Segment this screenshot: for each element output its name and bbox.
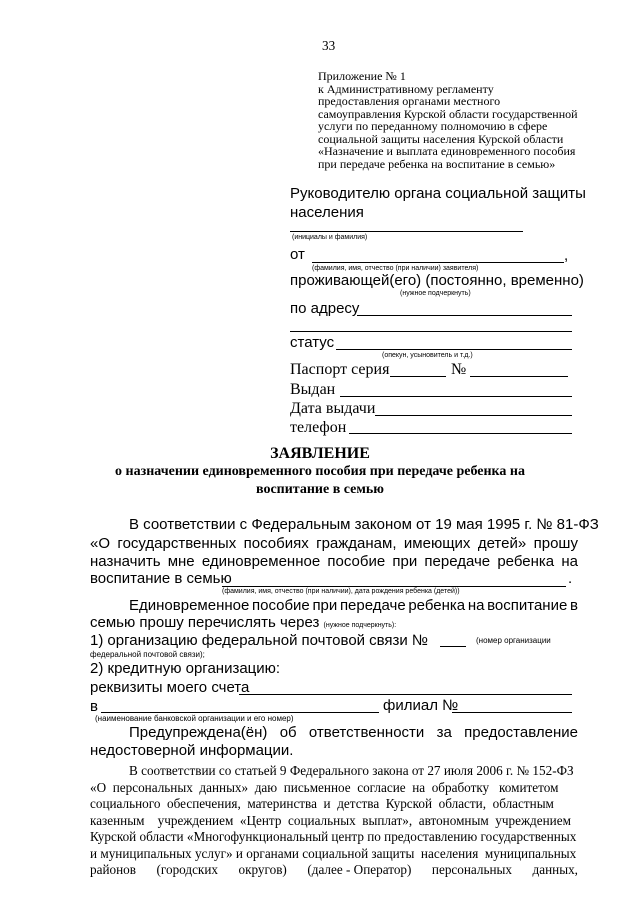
word: ребенка [408, 597, 466, 614]
applicant-name-field[interactable] [312, 262, 564, 263]
consent-line: Курской области «Многофункциональный центр по предоставлению государственных [90, 829, 577, 844]
paragraph-line [90, 614, 396, 631]
word: имеющих [403, 535, 471, 552]
bank-hint: (наименование банковской организации и его номер) [95, 714, 294, 723]
consent-justified-line [90, 862, 578, 878]
paragraph-line: В соответствии с Федеральным законом от 19 мая 1995 г. № 81-ФЗ [129, 516, 599, 533]
document-subtitle-2: воспитание в семью [255, 482, 384, 497]
paragraph-justified-line [129, 724, 578, 741]
status-label: статус [290, 334, 335, 351]
address-field[interactable] [357, 315, 572, 316]
word: детей» [477, 535, 527, 552]
word: ответственности [308, 724, 425, 741]
consent-line: казенным учреждением «Центр социальных выплат», автономным учреждением [90, 813, 571, 828]
child-line-end: . [568, 570, 573, 587]
appendix-line: социальной защиты населения Курской области [318, 131, 564, 146]
child-hint: (фамилия, имя, отчество (при наличии), дата рождения ребенка (детей)) [222, 588, 460, 595]
phone-field[interactable] [349, 433, 572, 434]
word: (городских [156, 862, 218, 877]
word: прошу [533, 535, 578, 552]
word: Предупреждена(ён) [129, 724, 268, 741]
word: государственных [117, 535, 237, 552]
passport-series-field[interactable] [390, 376, 446, 377]
word: № [411, 632, 428, 649]
word: гражданам, [316, 535, 397, 552]
word: федеральной [201, 632, 298, 649]
issued-field[interactable] [340, 396, 572, 397]
from-label: от [290, 246, 305, 263]
address-field-2[interactable] [290, 331, 572, 332]
residing-hint: (нужное подчеркнуть) [400, 290, 471, 297]
appendix-line: самоуправления Курской области государственной [318, 106, 578, 121]
issue-date-label: Дата выдачи [290, 400, 376, 417]
paragraph-justified-line [90, 553, 578, 570]
word: почтовой [301, 632, 366, 649]
passport-number-field[interactable] [470, 376, 568, 377]
option-1-hint-a: (номер организации [476, 636, 551, 645]
child-line-label: воспитание в семью [90, 570, 232, 587]
word: в [569, 597, 578, 614]
word: единовременное [201, 553, 321, 570]
word: передаче [339, 597, 406, 614]
initials-hint: (инициалы и фамилия) [292, 234, 368, 241]
document-subtitle-1: о назначении единовременного пособия при передаче ребенка на [115, 464, 525, 479]
issued-label: Выдан [290, 381, 336, 398]
consent-line: В соответствии со статьей 9 Федерального закона от 27 июля 2006 г. № 152-ФЗ [129, 763, 574, 778]
passport-label: Паспорт серия [290, 361, 390, 378]
paragraph-line: недостоверной информации. [90, 742, 294, 759]
residing-label: проживающей(его) (постоянно, временно) [290, 272, 584, 289]
word: воспитание [487, 597, 568, 614]
word: на [561, 553, 578, 570]
appendix-line: «Назначение и выплата единовременного пособия [318, 144, 576, 158]
word: районов [90, 862, 136, 877]
addressee-line-2: населения [290, 204, 364, 221]
word: округов) [238, 862, 287, 877]
word: пособиях [243, 535, 309, 552]
word: связи [369, 632, 408, 649]
branch-label: филиал № [383, 697, 459, 714]
word: 1) [90, 632, 104, 649]
word: пособие [251, 597, 310, 614]
paragraph-justified-line [90, 535, 578, 552]
status-field[interactable] [336, 349, 572, 350]
phone-label: телефон [290, 419, 347, 436]
word: мне [167, 553, 195, 570]
appendix-line: предоставления органами местного [318, 94, 501, 108]
appendix-header [318, 70, 578, 170]
addressee-line-1: Руководителю органа социальной защиты [290, 185, 586, 202]
word: Единовременное [129, 597, 250, 614]
paragraph-justified-line [129, 597, 578, 614]
address-label: по адресу [290, 300, 360, 317]
initials-field[interactable] [290, 231, 523, 232]
word: при [392, 553, 418, 570]
issue-date-field[interactable] [375, 415, 572, 416]
word: предоставление [464, 724, 578, 741]
appendix-line: услуги по переданному полномочию в сфере [318, 119, 548, 133]
document-title: ЗАЯВЛЕНИЕ [270, 445, 370, 462]
word: «О [90, 535, 111, 552]
word: за [436, 724, 452, 741]
word: об [279, 724, 297, 741]
appendix-line: Приложение № 1 [318, 69, 406, 83]
bank-in-label: в [90, 698, 98, 715]
option-2[interactable]: 2) кредитную организацию: [90, 660, 281, 677]
word: ребенка [497, 553, 555, 570]
status-hint: (опекун, усыновитель и т.д.) [382, 352, 473, 359]
from-hint: (фамилия, имя, отчество (при наличии) заявителя) [312, 265, 479, 272]
from-comma: , [564, 247, 569, 264]
branch-number-field[interactable] [452, 712, 572, 713]
word: передаче [424, 553, 491, 570]
option-1-hint-b: федеральной почтовой связи); [90, 650, 205, 659]
consent-line: «О персональных данных» даю письменное согласие на обработку комитетом [90, 780, 559, 795]
page-number: 33 [322, 38, 336, 53]
consent-line: и муниципальных услуг» и органами социальной защиты населения муниципальных [90, 846, 577, 861]
transfer-label: семью прошу перечислять через [90, 614, 320, 631]
word: персональных [431, 862, 513, 877]
post-office-number-field[interactable] [440, 646, 466, 647]
word: (далее - Оператор) [307, 862, 412, 877]
transfer-hint: (нужное подчеркнуть): [323, 622, 397, 629]
word: данных, [532, 862, 578, 877]
appendix-line: при передаче ребенка на воспитание в семью» [318, 156, 556, 171]
account-label: реквизиты моего счета [90, 679, 250, 696]
child-name-field[interactable] [222, 586, 566, 587]
appendix-line: к Административному регламенту [318, 81, 494, 96]
word: пособие [327, 553, 386, 570]
word: организацию [107, 632, 198, 649]
option-1[interactable] [90, 632, 428, 649]
passport-number-label: № [451, 361, 467, 378]
account-field[interactable] [239, 694, 572, 695]
bank-name-field[interactable] [101, 712, 379, 713]
word: назначить [90, 553, 161, 570]
word: на [467, 597, 485, 614]
consent-line: социального обеспечения, материнства и детства Курской области, областным [90, 796, 554, 811]
word: при [312, 597, 338, 614]
